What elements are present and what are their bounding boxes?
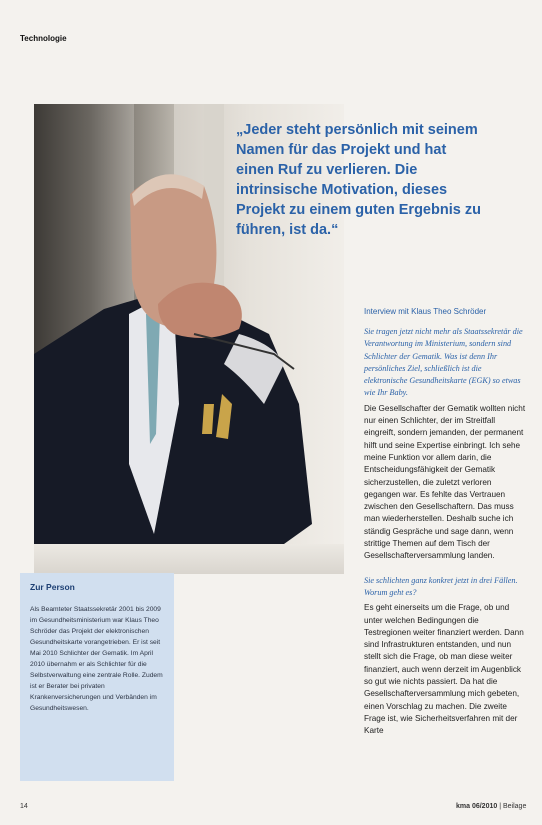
section-label: Technologie (20, 34, 67, 43)
publication-footer: kma 06/2010 | Beilage (456, 803, 527, 810)
publication-name: kma 06/2010 (456, 803, 498, 810)
answer-2: Es geht einerseits um die Frage, ob und unter welchen Bedingungen die Testregionen weiter finanziert werden. Dann sind Infrastrukturen entstanden, und nun stellt sich die Frage, ob man diese weiter finanziert, auch wenn derzeit im Augenblick so gut wie nichts passiert. Da hat die Gesellschafterversammlung mich gebeten, einen Vorschlag zu machen. Die zweite Frage ist, wie Sicherheitsverfahren mit der Karte (364, 603, 524, 736)
question-1: Sie tragen jetzt nicht mehr als Staatssekretär die Verantwortung im Ministerium, sondern sind Schlichter der Gematik. Was ist denn Ihr persönliches Ziel, schließlich ist die elektronische Gesundheitskarte (EGK) so etwas wie Ihr Baby. (364, 327, 523, 398)
pull-quote: „Jeder steht persönlich mit seinem Namen für das Projekt und hat einen Ruf zu verlieren. Die intrinsische Motivation, dieses Projekt zu einem guten Ergebnis zu führen, ist da.“ (236, 122, 481, 238)
sidebar-body: Als Beamteter Staatssekretär 2001 bis 2009 im Gesundheitsministerium war Klaus Theo Schröder das Projekt der elektronischen Gesundheitskarte vorangetrieben. Er ist seit Mai 2010 Schlichter der Gematik. Im April 2010 übernahm er als Schlichter für die Selbstverwaltung eine zentrale Rolle. Zudem ist er Berater bei privaten Krankenversicherungen und Verbänden im Gesundheitswesen. (30, 606, 163, 712)
question-2: Sie schlichten ganz konkret jetzt in drei Fällen. Worum geht es? (364, 575, 518, 597)
page-number: 14 (20, 803, 28, 810)
issue-label: Beilage (502, 803, 527, 810)
person-sidebar (20, 573, 174, 781)
answer-1: Die Gesellschafter der Gematik wollten nicht nur einen Schlichter, der im Streitfall eingreift, sondern jemanden, der permanent hilft und seine Expertise einbringt. Ich sehe meine Funktion vor allem darin, die Entscheidungsfähigkeit der Gematik sicherzustellen, die zuletzt verloren gegangen war. Es fehlte das Vertrauen zwischen den Gesellschaftern. Das muss man wiederherstellen. Deshalb suche ich ständig Gespräche und sage dann, wenn strittige Themen auf dem Tisch der Gesellschafterversammlung landen. (364, 403, 526, 561)
interview-label: Interview mit Klaus Theo Schröder (364, 307, 487, 316)
sidebar-title: Zur Person (30, 582, 75, 592)
interview-column (364, 326, 526, 750)
